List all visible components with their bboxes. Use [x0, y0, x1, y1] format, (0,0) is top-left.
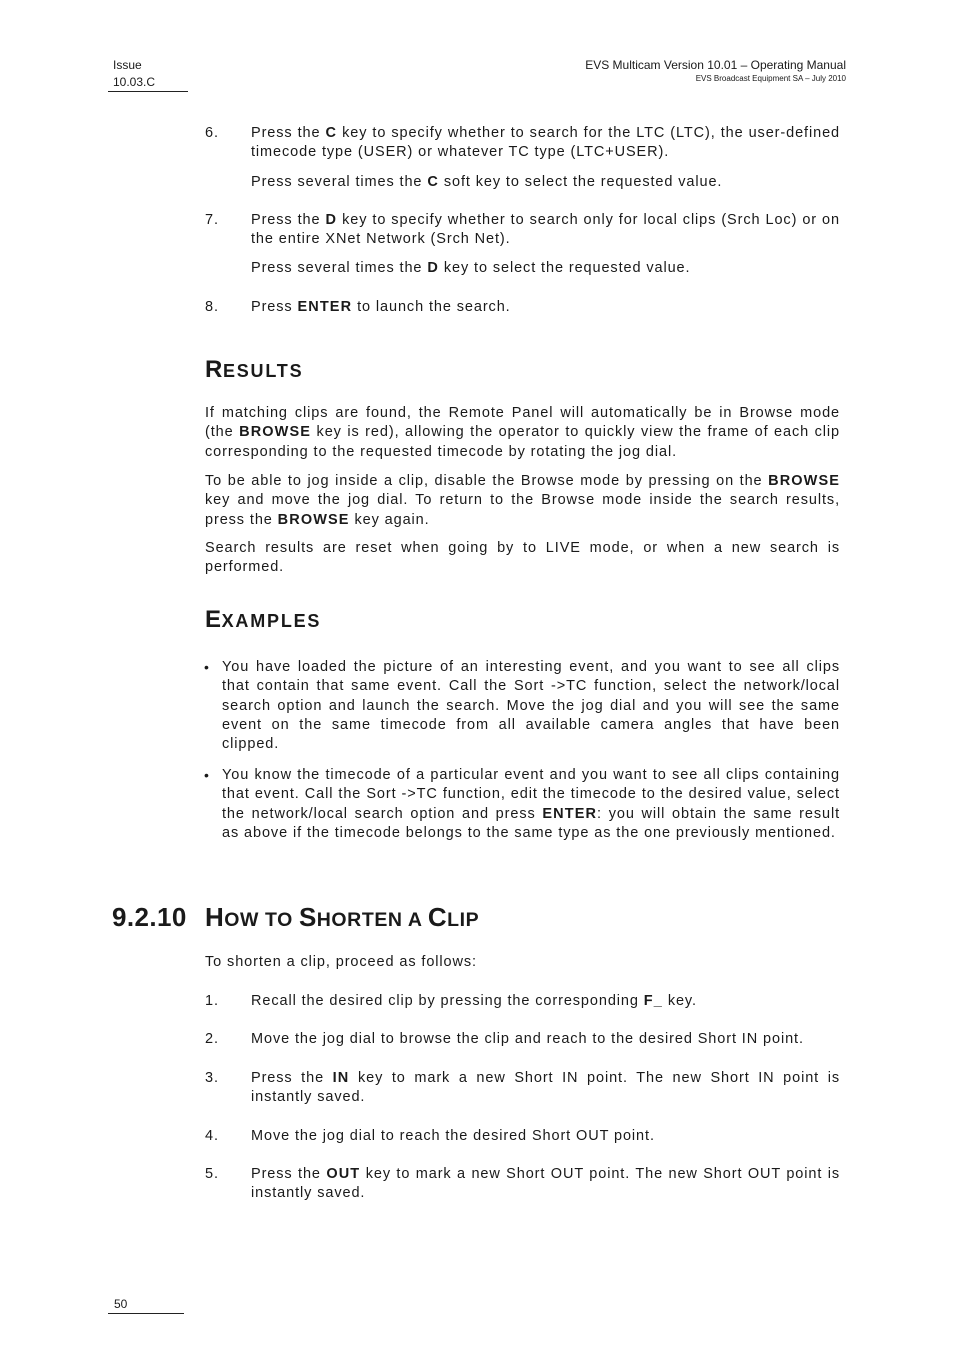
header-left-rule	[108, 91, 188, 92]
results-paragraph-2: To be able to jog inside a clip, disable the Browse mode by pressing on the BROWSE key and move the jog dial. To return to the Browse mode inside the search results, press the BROWSE key again.	[205, 473, 840, 528]
key-name: C	[325, 125, 338, 141]
step-number: 3.	[205, 1070, 219, 1086]
key-name: BROWSE	[239, 424, 311, 441]
key-name: ENTER	[542, 805, 598, 822]
header-issue-number: 10.03.C	[113, 75, 156, 89]
section-intro: To shorten a clip, proceed as follows:	[205, 954, 477, 970]
key-name: OUT	[326, 1166, 361, 1182]
results-heading: RESULTS	[205, 356, 304, 383]
key-name: F_	[643, 993, 663, 1009]
step-note: Press several times the C soft key to select the requested value.	[251, 174, 723, 190]
key-name: D	[325, 212, 338, 228]
step-number: 5.	[205, 1166, 219, 1182]
section-number: 9.2.10	[112, 902, 187, 932]
bullet-icon: •	[204, 659, 209, 675]
step-text: Press the C key to specify whether to search for the LTC (LTC), the user-defined timecode type (USER) or whatever TC type (LTC+USER).	[251, 125, 840, 161]
step-text: Recall the desired clip by pressing the corresponding F_ key.	[251, 993, 697, 1009]
step-number: 8.	[205, 299, 219, 315]
step-number: 6.	[205, 125, 219, 141]
header-manual-title: EVS Multicam Version 10.01 – Operating Manual	[585, 58, 846, 72]
examples-heading: EXAMPLES	[205, 606, 322, 633]
results-paragraph-1: If matching clips are found, the Remote Panel will automatically be in Browse mode (the BROWSE key is red), allowing the operator to quickly view the frame of each clip corresponding to the requested timecode by rotating the jog dial.	[205, 405, 841, 460]
key-name: D	[427, 260, 439, 276]
key-name: BROWSE	[768, 473, 840, 489]
page-number: 50	[114, 1297, 128, 1311]
results-paragraph-3: Search results are reset when going by to LIVE mode, or when a new search is performed.	[205, 540, 840, 576]
step-text: Move the jog dial to reach the desired Short OUT point.	[251, 1128, 655, 1144]
step-text: Press the IN key to mark a new Short IN point. The new Short IN point is instantly saved.	[251, 1070, 841, 1106]
header-issue-label: Issue	[113, 58, 142, 72]
example-item-2: You know the timecode of a particular event and you want to see all clips containing that event. Call the Sort ->TC function, edit the timecode to the desired value, select the network/local search option and press ENTER: you will obtain the same result as above if the timecode belongs to the same type as the one previously mentioned.	[222, 767, 840, 841]
step-number: 2.	[205, 1031, 219, 1047]
footer-rule	[108, 1313, 184, 1314]
key-name: ENTER	[297, 299, 353, 315]
step-text: Move the jog dial to browse the clip and reach to the desired Short IN point.	[251, 1031, 804, 1047]
example-item-1: You have loaded the picture of an interesting event, and you want to see all clips that contain that same event. Call the Sort ->TC function, select the network/local search option and launch the search. Move the jog dial and you will see the same event on the same timecode from all available camera angles that have been clipped.	[222, 659, 840, 753]
step-number: 4.	[205, 1128, 219, 1144]
key-name: C	[427, 174, 439, 190]
step-note: Press several times the D key to select the requested value.	[251, 260, 691, 276]
section-title: HOW TO SHORTEN A CLIP	[205, 902, 480, 932]
key-name: BROWSE	[277, 511, 350, 528]
key-name: IN	[332, 1070, 350, 1086]
header-manual-subtitle: EVS Broadcast Equipment SA – July 2010	[695, 74, 846, 83]
step-text: Press ENTER to launch the search.	[251, 299, 511, 315]
bullet-icon: •	[204, 767, 209, 783]
step-number: 7.	[205, 212, 219, 228]
step-text: Press the D key to specify whether to search only for local clips (Srch Loc) or on the entire XNet Network (Srch Net).	[251, 212, 840, 248]
step-number: 1.	[205, 993, 219, 1009]
step-text: Press the OUT key to mark a new Short OUT point. The new Short OUT point is instantly saved.	[251, 1166, 840, 1202]
